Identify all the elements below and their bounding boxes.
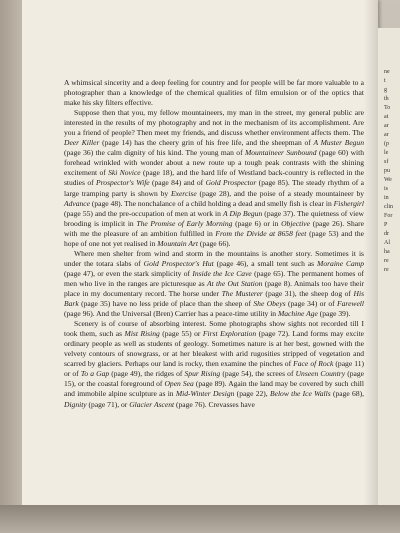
italic-title: Face of Rock — [293, 359, 334, 369]
facing-page-fragment: For — [384, 213, 393, 219]
text-run: (page 22), — [234, 389, 270, 399]
italic-title: A Dip Begun — [223, 208, 263, 218]
italic-title: Below the Ice Walls — [269, 389, 331, 399]
facing-page-fragment: th — [384, 96, 389, 102]
facing-page-fragment: re — [384, 267, 389, 273]
facing-page-fragment: is — [384, 186, 389, 192]
text-run: (page 28), and the poise of a steady mountaineer by — [196, 188, 364, 198]
facing-page-fragment: le — [384, 150, 389, 156]
text-run: Where men shelter from wind and storm in the mountains is another story. Sometimes it is under the totara slabs of — [64, 248, 364, 268]
italic-title: Mountain Art — [157, 238, 199, 248]
italic-title: Glacier Ascent — [129, 399, 175, 409]
italic-title: Advance — [64, 198, 90, 208]
italic-title: Open Sea — [164, 379, 194, 389]
paragraph — [64, 78, 364, 108]
facing-page-fragment: clin — [384, 204, 393, 210]
text-run: A whimsical sincerity and a deep feeling for country and for people will be far more valuable to a photographer than a knowledge of the chemical qualities of film emulsion or of the optics that make his sky filters effective. — [64, 78, 364, 108]
italic-title: Mist Rising — [124, 329, 160, 339]
text-run: (page 39). — [317, 309, 351, 319]
italic-title: Objective — [281, 218, 311, 228]
text-run: (page 14) has the cheery grin of his free life, and the sheepman of — [99, 138, 314, 148]
text-run: (page 85). The steady rhythm of a large tramping party is shown by — [64, 178, 364, 198]
text-run: (page 34) or of — [285, 299, 338, 309]
text-run: (page 49), the ridges of — [109, 369, 185, 379]
italic-title: The Musterer — [221, 288, 263, 298]
body-text — [64, 78, 364, 410]
text-run: (page 84) and of — [149, 178, 206, 188]
italic-title: A Muster Begun — [313, 138, 364, 148]
text-run: (page 8). Animals too have their place in my documentary record. The horse under — [64, 278, 364, 298]
text-run: (page 68), — [330, 389, 364, 399]
text-run: (page 48). The nonchalance of a child holding a dead and smelly fish is clear in — [89, 198, 334, 208]
italic-title: Farewell — [337, 299, 364, 309]
gutter-shadow — [364, 0, 378, 508]
facing-page — [378, 28, 400, 533]
italic-title: Prospector's Wife — [96, 178, 150, 188]
text-run: (page 47), or even the stark simplicity of — [64, 268, 193, 278]
text-run: (page 89). Again the land may be covered by such chill and immobile alpine sculpture as in — [64, 379, 364, 399]
text-run: Scenery is of course of absorbing interest. Some photographs show sights not recorded till I took them, such as — [64, 319, 364, 339]
text-run: (page 26). Share with me the pleasure of an ambition fulfilled in — [64, 218, 364, 238]
facing-page-fragment: ne — [384, 69, 390, 75]
italic-title: She Obeys — [253, 299, 286, 309]
text-run: (page 46), a small tent such as — [213, 258, 318, 268]
italic-title: Moraine Camp — [317, 258, 365, 268]
facing-page-fragment: pu — [384, 168, 390, 174]
facing-page-fragment: To — [384, 105, 391, 111]
text-run: (page 35) have no less pride of place than the sheep of — [78, 299, 254, 309]
italic-title: Deer Killer — [64, 138, 100, 148]
paragraph — [64, 108, 364, 249]
facing-page-fragment: dr — [384, 231, 389, 237]
facing-page-fragment: ar — [384, 123, 389, 129]
italic-title: Gold Prospector — [205, 178, 257, 188]
italic-title: At the Out Station — [206, 278, 263, 288]
facing-page-fragment: at — [384, 114, 389, 120]
facing-page-fragment: sf — [384, 159, 389, 165]
text-run: (page 96). And the Universal (Bren) Carrier has a peace-time utility in — [64, 309, 278, 319]
text-run: (page 18), and the hard life of Westland back-country is reflected in the studies of — [64, 168, 365, 188]
italic-title: Mid-Winter Design — [175, 389, 235, 399]
facing-page-fragment: ha — [384, 249, 390, 255]
italic-title: Mountaineer Sunbound — [245, 148, 317, 158]
italic-title: Fishergirl — [333, 198, 364, 208]
text-run: (page 76). Crevasses have — [174, 399, 255, 409]
facing-page-fragment: Al — [384, 240, 390, 246]
italic-title: Inside the Ice Cave — [192, 268, 252, 278]
paragraph — [64, 319, 364, 409]
facing-page-fragment: g — [384, 87, 387, 93]
facing-page-text — [378, 68, 400, 275]
text-run: (page 15), or the coastal foreground of — [64, 369, 364, 389]
facing-page-fragment: re — [384, 258, 389, 264]
text-run: (page 36) the calm dignity of his kind. The young man of — [64, 148, 245, 158]
facing-page-fragment: (p — [384, 141, 389, 147]
italic-title: First Exploration — [202, 329, 257, 339]
text-run: (page 71), or — [86, 399, 130, 409]
italic-title: Spur Rising — [184, 369, 221, 379]
italic-title: From the Divide at 8658 feet — [215, 228, 307, 238]
italic-title: Exercise — [171, 188, 197, 198]
table-surface — [0, 505, 400, 533]
italic-title: The Promise of Early Morning — [136, 218, 233, 228]
text-run: (page 65). The permanent homes of men who live in the ranges are picturesque as — [64, 268, 364, 288]
text-run: (page 60) with forehead wrinkled with wonder about a new route up a tough peak contrasts with the shining excitement of — [64, 148, 365, 178]
text-run: (page 53) and the hope of one not yet realised in — [64, 228, 365, 248]
text-run: (page 54), the screes of — [220, 369, 296, 379]
facing-page-fragment: We — [384, 177, 392, 183]
text-run: (page 55) and the pre-occupation of men at work in — [64, 208, 224, 218]
italic-title: Gold Prospector's Hut — [143, 258, 214, 268]
text-run: (page 6) or in — [232, 218, 282, 228]
text-run: (page 31), the sheep dog of — [262, 288, 354, 298]
italic-title: His Bark — [64, 288, 364, 309]
text-run: Suppose then that you, my fellow mountaineers, my man in the street, my general public are interested in the results of my photography and not in the mechanism of its accomplishment. Are you a friend of people? Then meet my friends, and discuss whether environment affects them. The — [64, 108, 364, 138]
facing-page-fragment: ar — [384, 132, 389, 138]
text-run: (page 55) or — [159, 329, 203, 339]
italic-title: Machine Age — [277, 309, 318, 319]
italic-title: To a Gap — [80, 369, 110, 379]
text-run: (page 11) or of — [64, 359, 365, 379]
paragraph — [64, 249, 364, 319]
italic-title: Dignity — [64, 399, 87, 409]
facing-page-fragment: in — [384, 195, 389, 201]
italic-title: Ski Novice — [108, 168, 141, 178]
text-run: (page 72). Land forms may excite ordinary people as well as students of geology. Sometimes nature is at her best, gowned with the velvety contours of snowgrass, or at her bleakest with arid rugosities stripped of vegetation and scarred by glaciers. Perhaps our land is rocky, then examine the pinches of — [64, 329, 365, 369]
facing-page-fragment: P — [384, 222, 388, 228]
text-run: (page 66). — [198, 238, 231, 248]
italic-title: Unseen Country — [295, 369, 346, 379]
text-run: (page 37). The quietness of view brooding is implicit in — [64, 208, 365, 228]
facing-page-fragment: t — [384, 78, 386, 84]
